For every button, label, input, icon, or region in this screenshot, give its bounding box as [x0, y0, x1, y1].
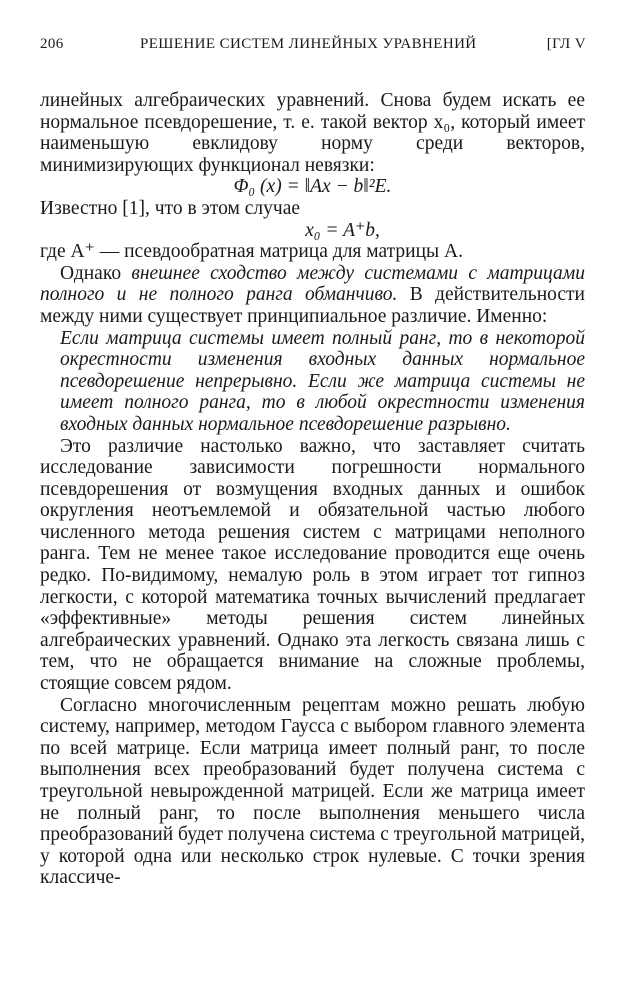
statement-continuity: Если матрица системы имеет полный ранг, то в некоторой окрестности изменения входных данных нормальное псевдорешение непрерывно. Если же матрица системы не имеет полного ранга, то в любой окрестности изменения входных данных нормальное псевдорешение разрывно.	[60, 327, 585, 435]
formula-pseudosolution: x₀ = A⁺b,	[305, 219, 380, 241]
page-number: 206	[40, 36, 64, 52]
paragraph-pseudoinverse: где A⁺ — псевдообратная матрица для матрицы A.	[40, 241, 463, 263]
paragraph-however-emphasis: внешнее сходство между системами с матрицами полного и не полного ранга обманчиво.	[40, 262, 585, 306]
paragraph-known: Известно [1], что в этом случае	[40, 197, 301, 219]
running-header	[40, 36, 586, 58]
paragraph-however	[40, 263, 585, 328]
page-body	[40, 90, 585, 889]
paragraph-difference: Это различие настолько важно, что заставляет считать исследование зависимости погрешности нормального псевдорешения от возмущения входных данных и ошибок округления неотъемлемой и обязательной частью любого численного метода решения систем с матрицами неполного ранга. Тем не менее такое исследование проводится еще очень редко. По-видимому, немалую роль в этом играет тот гипноз легкости, с которой математика точных вычислений предлагает «эффективные» методы решения систем линейных алгебраических уравнений. Однако эта легкость связана лишь с тем, что не обращается внимание на сложные проблемы, стоящие совсем рядом.	[40, 435, 585, 695]
paragraph-however-end: В действительности между ними существует принципиальное различие. Именно:	[40, 284, 585, 327]
paragraph-however-start: Однако	[60, 262, 132, 284]
running-title: РЕШЕНИЕ СИСТЕМ ЛИНЕЙНЫХ УРАВНЕНИЙ	[140, 36, 477, 52]
paragraph-continuation: линейных алгебраических уравнений. Снова будем искать ее нормальное псевдорешение, т. е. такой вектор x₀, который имеет наименьшую евклидову норму среди векторов, минимизирующих функционал невязки:	[40, 90, 585, 176]
chapter-label: [ГЛ V	[546, 36, 586, 52]
formula-residual-functional: Φ₀ (x) = ‖Ax − b‖²E.	[233, 176, 392, 198]
paragraph-gauss-method: Согласно многочисленным рецептам можно решать любую систему, например, методом Гаусса с выбором главного элемента по всей матрице. Если матрица имеет полный ранг, то после выполнения всех преобразований будет получена система с треугольной невырожденной матрицей. Если же матрица имеет не полный ранг, то после выполнения меньшего числа преобразований будет получена система с треугольной матрицей, у которой одна или несколько строк нулевые. С точки зрения классиче-	[40, 694, 586, 889]
